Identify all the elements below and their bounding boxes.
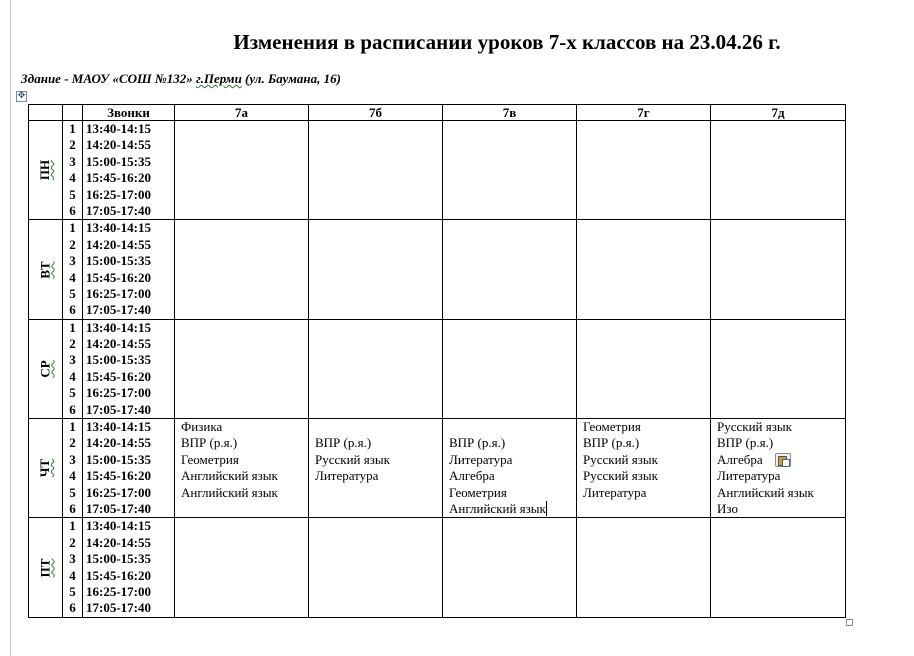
day-row bbox=[29, 319, 846, 418]
lesson-number: 5 bbox=[69, 484, 76, 500]
lesson-subject: ВПР (р.я.) bbox=[583, 435, 640, 451]
lesson-line bbox=[175, 452, 308, 468]
bell-time: 14:20-14:55 bbox=[86, 435, 151, 451]
lesson-subject: Геометрия bbox=[181, 451, 239, 467]
lesson-subject: ВПР (р.я.) bbox=[717, 435, 774, 451]
lesson-line bbox=[711, 501, 845, 517]
bell-time: 15:45-16:20 bbox=[86, 269, 151, 285]
lesson-number: 1 bbox=[69, 419, 76, 435]
bell-time: 13:40-14:15 bbox=[86, 319, 151, 335]
class-cell-7b[interactable] bbox=[309, 419, 443, 518]
header-row bbox=[29, 105, 846, 121]
lesson-line bbox=[711, 452, 845, 468]
bell-time: 14:20-14:55 bbox=[86, 336, 151, 352]
day-label: ПТ bbox=[37, 558, 53, 577]
lesson-line bbox=[443, 501, 576, 517]
day-label: СР bbox=[37, 360, 53, 378]
lesson-subject: Русский язык bbox=[583, 468, 658, 484]
class-cell-7v[interactable] bbox=[443, 121, 577, 220]
lesson-subject: Английский язык bbox=[181, 468, 278, 484]
bell-time: 15:00-15:35 bbox=[86, 352, 151, 368]
bell-time: 17:05-17:40 bbox=[86, 600, 151, 616]
day-row bbox=[29, 419, 846, 518]
class-cell-7g[interactable] bbox=[577, 121, 711, 220]
class-cell-7b[interactable] bbox=[309, 518, 443, 617]
lesson-subject: ВПР (р.я.) bbox=[315, 435, 372, 451]
lesson-subject: Русский язык bbox=[315, 451, 390, 467]
lesson-line bbox=[309, 468, 442, 484]
lesson-subject: Английский язык bbox=[449, 500, 546, 516]
class-cell-7b[interactable] bbox=[309, 121, 443, 220]
class-cell-7d[interactable] bbox=[711, 518, 846, 617]
lesson-number: 5 bbox=[69, 583, 76, 599]
lesson-line bbox=[577, 435, 710, 451]
header-class-7d: 7д bbox=[711, 105, 846, 121]
lesson-subject: Литература bbox=[315, 468, 379, 484]
lesson-number: 2 bbox=[69, 236, 76, 252]
bell-time: 16:25-17:00 bbox=[86, 583, 151, 599]
class-cell-7v[interactable] bbox=[443, 319, 577, 418]
lesson-number-cell bbox=[63, 319, 83, 418]
bell-times-cell bbox=[83, 121, 175, 220]
lesson-number: 5 bbox=[69, 186, 76, 202]
table-resize-handle[interactable] bbox=[846, 619, 853, 626]
bell-time: 15:45-16:20 bbox=[86, 170, 151, 186]
lesson-number: 5 bbox=[69, 385, 76, 401]
lesson-subject: Литература bbox=[717, 468, 781, 484]
class-cell-7g[interactable] bbox=[577, 419, 711, 518]
lesson-line bbox=[309, 435, 442, 451]
lesson-subject: Литература bbox=[583, 484, 647, 500]
lesson-number-cell bbox=[63, 121, 83, 220]
lesson-number: 6 bbox=[69, 500, 76, 516]
day-row bbox=[29, 518, 846, 617]
class-cell-7a[interactable] bbox=[175, 121, 309, 220]
lesson-subject: Русский язык bbox=[583, 451, 658, 467]
header-class-7g: 7г bbox=[577, 105, 711, 121]
lesson-number-cell bbox=[63, 220, 83, 319]
lesson-number: 4 bbox=[69, 468, 76, 484]
bell-times-cell bbox=[83, 220, 175, 319]
bell-time: 15:45-16:20 bbox=[86, 468, 151, 484]
bell-time: 15:00-15:35 bbox=[86, 253, 151, 269]
class-cell-7v[interactable] bbox=[443, 518, 577, 617]
lesson-line bbox=[175, 435, 308, 451]
class-cell-7g[interactable] bbox=[577, 220, 711, 319]
lesson-number-cell bbox=[63, 518, 83, 617]
lesson-subject: Физика bbox=[181, 419, 223, 435]
lesson-subject: ВПР (р.я.) bbox=[181, 435, 238, 451]
header-day bbox=[29, 105, 63, 121]
day-cell bbox=[29, 518, 63, 617]
header-bells: Звонки bbox=[83, 105, 175, 121]
bell-time: 15:45-16:20 bbox=[86, 368, 151, 384]
document-subtitle bbox=[21, 71, 341, 87]
bell-times-cell bbox=[83, 319, 175, 418]
lesson-number: 5 bbox=[69, 285, 76, 301]
bell-time: 16:25-17:00 bbox=[86, 385, 151, 401]
document-title: Изменения в расписании уроков 7-х классов на 23.04.26 г. bbox=[233, 30, 781, 54]
lesson-number: 6 bbox=[69, 401, 76, 417]
header-class-7b: 7б bbox=[309, 105, 443, 121]
day-label: ПН bbox=[37, 160, 53, 181]
lesson-number: 1 bbox=[69, 220, 76, 236]
day-label: ЧТ bbox=[37, 459, 53, 478]
lesson-number: 6 bbox=[69, 202, 76, 218]
lesson-subject: Алгебра bbox=[717, 451, 763, 467]
class-cell-7g[interactable] bbox=[577, 518, 711, 617]
subtitle-city: г.Перми bbox=[196, 71, 242, 86]
text-cursor bbox=[546, 501, 547, 516]
page-margin-rule bbox=[10, 0, 11, 656]
bell-time: 15:00-15:35 bbox=[86, 451, 151, 467]
lesson-number: 3 bbox=[69, 551, 76, 567]
header-class-7a: 7а bbox=[175, 105, 309, 121]
header-class-7v: 7в bbox=[443, 105, 577, 121]
bell-time: 17:05-17:40 bbox=[86, 500, 151, 516]
bell-time: 15:45-16:20 bbox=[86, 567, 151, 583]
bell-time: 13:40-14:15 bbox=[86, 220, 151, 236]
lesson-number-cell bbox=[63, 419, 83, 518]
lesson-line bbox=[577, 452, 710, 468]
lesson-number: 1 bbox=[69, 518, 76, 534]
lesson-subject: Геометрия bbox=[583, 419, 641, 435]
lesson-number: 6 bbox=[69, 302, 76, 318]
lesson-number: 4 bbox=[69, 567, 76, 583]
lesson-number: 2 bbox=[69, 336, 76, 352]
day-label: ВТ bbox=[37, 260, 53, 279]
class-cell-7d[interactable] bbox=[711, 419, 846, 518]
class-cell-7d[interactable] bbox=[711, 220, 846, 319]
lesson-subject: Русский язык bbox=[717, 419, 792, 435]
header-number bbox=[63, 105, 83, 121]
subtitle-prefix: Здание - МАОУ «СОШ №132» bbox=[21, 71, 197, 86]
lesson-line bbox=[443, 468, 576, 484]
lesson-subject: Геометрия bbox=[449, 484, 507, 500]
paste-options-icon[interactable] bbox=[775, 453, 791, 467]
bell-time: 16:25-17:00 bbox=[86, 484, 151, 500]
class-cell-7v[interactable] bbox=[443, 419, 577, 518]
subtitle-suffix: (ул. Баумана, 16) bbox=[241, 71, 341, 86]
lesson-line bbox=[711, 419, 845, 435]
lesson-line bbox=[711, 485, 845, 501]
bell-times-cell bbox=[83, 518, 175, 617]
class-cell-7a[interactable] bbox=[175, 518, 309, 617]
table-move-handle-icon[interactable]: ✥ bbox=[17, 91, 26, 101]
class-cell-7d[interactable] bbox=[711, 319, 846, 418]
lesson-line bbox=[711, 435, 845, 451]
lesson-line bbox=[175, 419, 308, 435]
day-cell bbox=[29, 220, 63, 319]
day-row bbox=[29, 220, 846, 319]
class-cell-7a[interactable] bbox=[175, 220, 309, 319]
lesson-line bbox=[443, 452, 576, 468]
day-row bbox=[29, 121, 846, 220]
lesson-subject: ВПР (р.я.) bbox=[449, 435, 506, 451]
lesson-line bbox=[175, 485, 308, 501]
lesson-number: 1 bbox=[69, 319, 76, 335]
bell-time: 13:40-14:15 bbox=[86, 121, 151, 136]
bell-time: 15:00-15:35 bbox=[86, 153, 151, 169]
class-cell-7a[interactable] bbox=[175, 419, 309, 518]
day-cell bbox=[29, 121, 63, 220]
schedule-table bbox=[28, 104, 846, 618]
lesson-line bbox=[175, 468, 308, 484]
lesson-number: 1 bbox=[69, 121, 76, 136]
lesson-subject: Английский язык bbox=[717, 484, 814, 500]
class-cell-7v[interactable] bbox=[443, 220, 577, 319]
class-cell-7b[interactable] bbox=[309, 220, 443, 319]
day-cell bbox=[29, 319, 63, 418]
bell-time: 14:20-14:55 bbox=[86, 236, 151, 252]
lesson-number: 2 bbox=[69, 435, 76, 451]
lesson-number: 4 bbox=[69, 269, 76, 285]
lesson-number: 3 bbox=[69, 153, 76, 169]
bell-time: 16:25-17:00 bbox=[86, 285, 151, 301]
lesson-line bbox=[577, 419, 710, 435]
lesson-line bbox=[711, 468, 845, 484]
bell-time: 17:05-17:40 bbox=[86, 401, 151, 417]
class-cell-7g[interactable] bbox=[577, 319, 711, 418]
lesson-line bbox=[309, 452, 442, 468]
bell-time: 17:05-17:40 bbox=[86, 202, 151, 218]
lesson-line bbox=[309, 419, 442, 435]
bell-time: 14:20-14:55 bbox=[86, 137, 151, 153]
lesson-number: 3 bbox=[69, 253, 76, 269]
lesson-number: 2 bbox=[69, 137, 76, 153]
lesson-number: 2 bbox=[69, 534, 76, 550]
lesson-line bbox=[443, 419, 576, 435]
lesson-number: 6 bbox=[69, 600, 76, 616]
lesson-number: 3 bbox=[69, 451, 76, 467]
class-cell-7b[interactable] bbox=[309, 319, 443, 418]
day-cell bbox=[29, 419, 63, 518]
lesson-line bbox=[443, 435, 576, 451]
lesson-line bbox=[577, 485, 710, 501]
bell-time: 13:40-14:15 bbox=[86, 518, 151, 534]
lesson-subject: Английский язык bbox=[181, 484, 278, 500]
lesson-subject: Литература bbox=[449, 451, 513, 467]
lesson-line bbox=[443, 485, 576, 501]
bell-time: 16:25-17:00 bbox=[86, 186, 151, 202]
bell-time: 14:20-14:55 bbox=[86, 534, 151, 550]
class-cell-7a[interactable] bbox=[175, 319, 309, 418]
bell-time: 17:05-17:40 bbox=[86, 302, 151, 318]
class-cell-7d[interactable] bbox=[711, 121, 846, 220]
lesson-subject: Изо bbox=[717, 500, 738, 516]
lesson-line bbox=[577, 468, 710, 484]
bell-times-cell bbox=[83, 419, 175, 518]
bell-time: 15:00-15:35 bbox=[86, 551, 151, 567]
lesson-number: 3 bbox=[69, 352, 76, 368]
lesson-subject: Алгебра bbox=[449, 468, 495, 484]
lesson-number: 4 bbox=[69, 170, 76, 186]
bell-time: 13:40-14:15 bbox=[86, 419, 151, 435]
lesson-number: 4 bbox=[69, 368, 76, 384]
